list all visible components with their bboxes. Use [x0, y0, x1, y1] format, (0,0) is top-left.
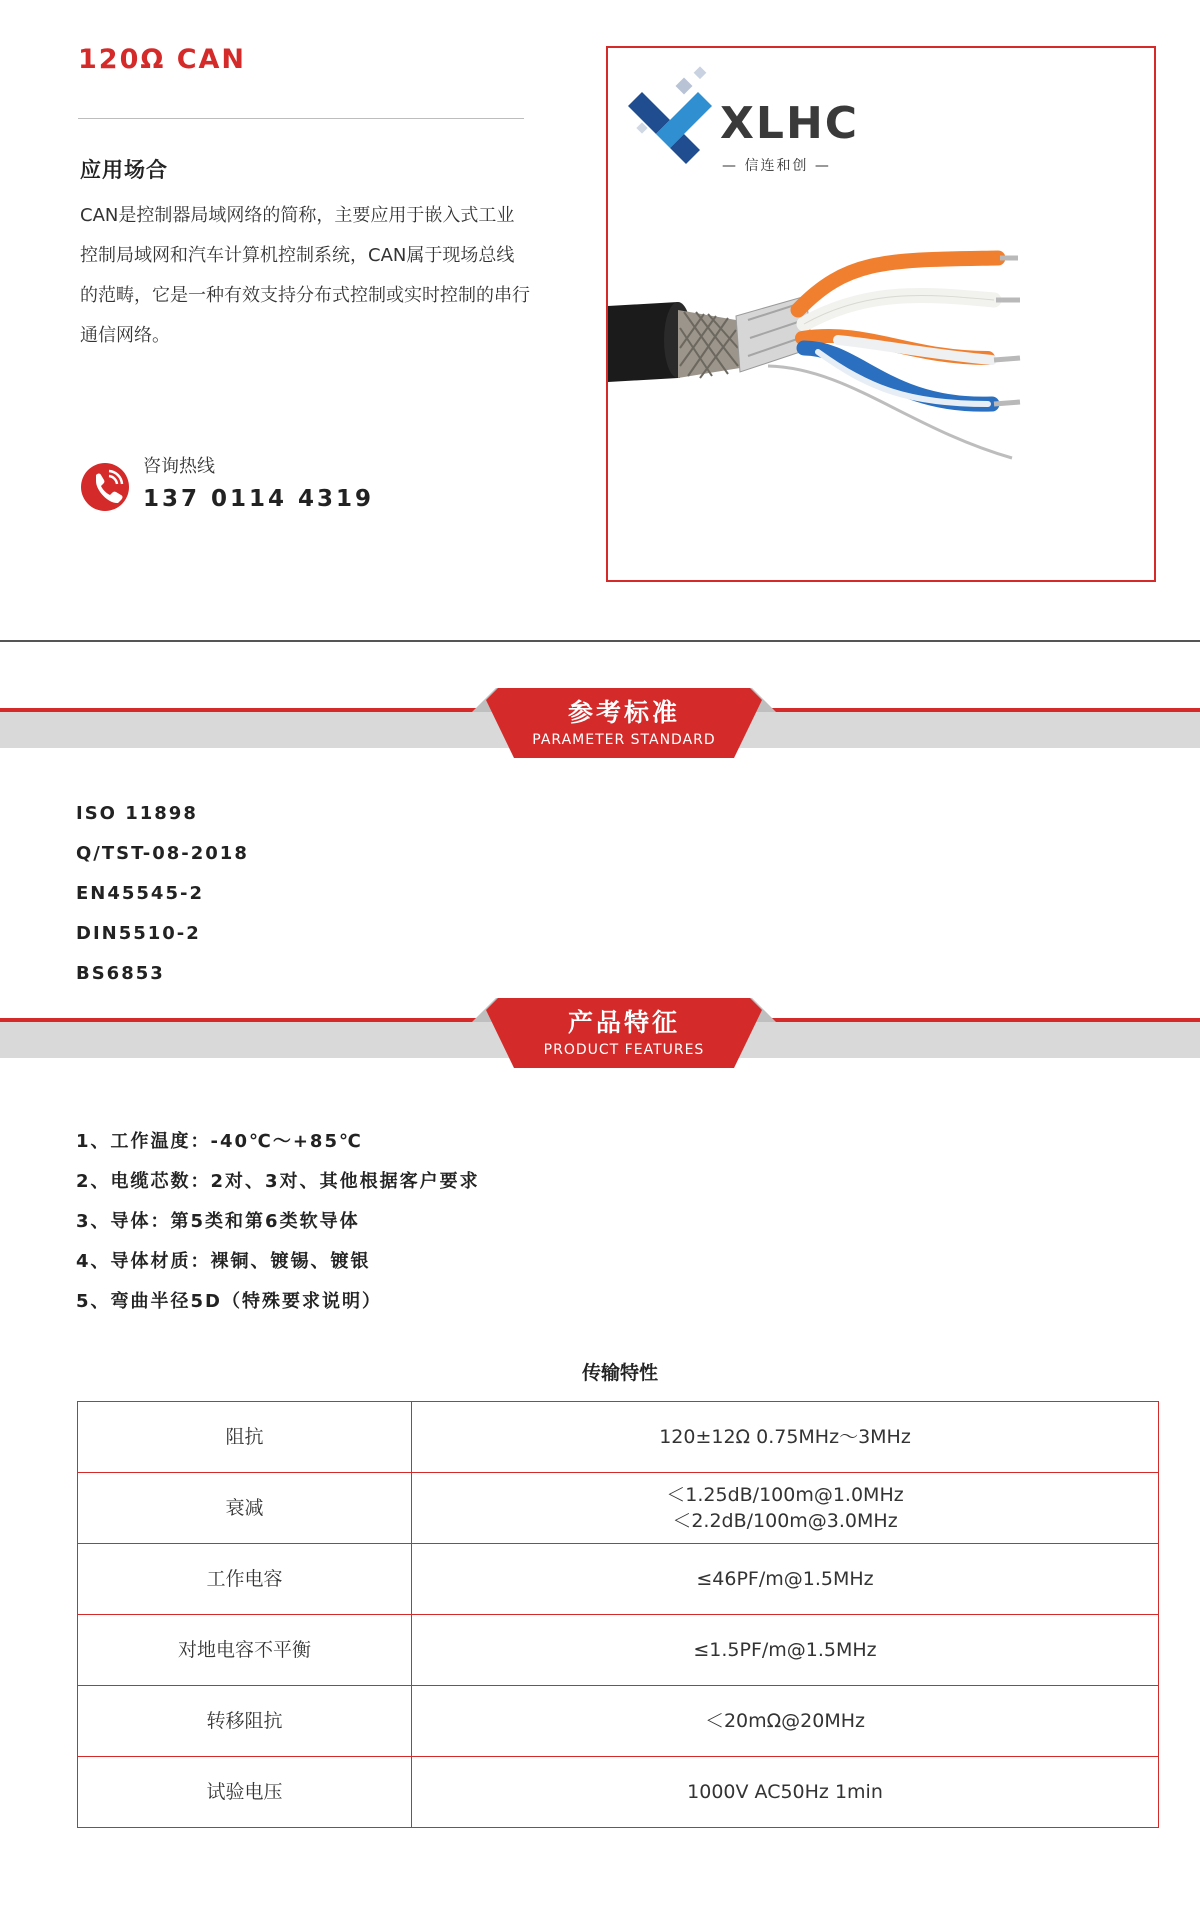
standards-banner — [0, 688, 1200, 760]
standards-banner-title: 参考标准 — [567, 698, 680, 727]
features-banner — [0, 998, 1200, 1070]
standards-banner-subtitle: PARAMETER STANDARD — [532, 732, 716, 748]
transmission-table — [77, 1401, 1159, 1828]
list-item: 1、工作温度：-40℃～+85℃ — [76, 1131, 363, 1152]
hotline-number: 137 0114 4319 — [143, 486, 375, 512]
list-item: 5、弯曲半径5D（特殊要求说明） — [76, 1291, 382, 1312]
transmission-table-title: 传输特性 — [581, 1362, 658, 1384]
list-item: BS6853 — [76, 963, 165, 984]
brand-logo-tagline: — 信连和创 — — [722, 158, 831, 174]
value-cell: ≤46PF/m@1.5MHz — [412, 1544, 1159, 1615]
value-cell: ≤1.5PF/m@1.5MHz — [412, 1615, 1159, 1686]
table-row — [78, 1615, 1159, 1686]
list-item: 3、导体：第5类和第6类软导体 — [76, 1211, 360, 1232]
value-cell: 1000V AC50Hz 1min — [412, 1757, 1159, 1828]
list-item: ISO 11898 — [76, 803, 198, 824]
table-row — [78, 1757, 1159, 1828]
brand-logo-mark — [628, 66, 712, 164]
table-row — [78, 1686, 1159, 1757]
title-divider — [78, 118, 524, 119]
param-cell: 衰减 — [78, 1473, 412, 1544]
list-item: 2、电缆芯数：2对、3对、其他根据客户要求 — [76, 1171, 480, 1192]
table-row — [78, 1473, 1159, 1544]
cable-image — [608, 48, 1154, 580]
section-divider — [0, 640, 1200, 642]
phone-icon — [80, 462, 130, 512]
param-cell: 工作电容 — [78, 1544, 412, 1615]
param-cell: 阻抗 — [78, 1402, 412, 1473]
list-item: DIN5510-2 — [76, 923, 201, 944]
product-title: 120Ω CAN — [78, 44, 247, 75]
brand-logo-text: XLHC — [720, 98, 860, 149]
table-row — [78, 1544, 1159, 1615]
features-banner-subtitle: PRODUCT FEATURES — [543, 1042, 705, 1058]
features-banner-title: 产品特征 — [567, 1008, 680, 1037]
hotline-label: 咨询热线 — [143, 456, 215, 477]
value-cell: ＜20mΩ@20MHz — [412, 1686, 1159, 1757]
list-item: 4、导体材质：裸铜、镀锡、镀银 — [76, 1251, 371, 1272]
table-row — [78, 1402, 1159, 1473]
application-description: CAN是控制器局域网络的简称，主要应用于嵌入式工业控制局域网和汽车计算机控制系统，CAN属于现场总线的范畴，它是一种有效支持分布式控制或实时控制的串行通信网络。 — [80, 205, 530, 346]
features-list — [76, 1122, 480, 1322]
standards-list — [76, 794, 249, 994]
value-cell: ＜1.25dB/100m@1.0MHz ＜2.2dB/100m@3.0MHz — [412, 1473, 1159, 1544]
list-item: Q/TST-08-2018 — [76, 843, 249, 864]
product-image-frame — [606, 46, 1156, 582]
param-cell: 转移阻抗 — [78, 1686, 412, 1757]
application-heading: 应用场合 — [80, 158, 168, 182]
param-cell: 试验电压 — [78, 1757, 412, 1828]
value-cell: 120±12Ω 0.75MHz～3MHz — [412, 1402, 1159, 1473]
list-item: EN45545-2 — [76, 883, 204, 904]
param-cell: 对地电容不平衡 — [78, 1615, 412, 1686]
